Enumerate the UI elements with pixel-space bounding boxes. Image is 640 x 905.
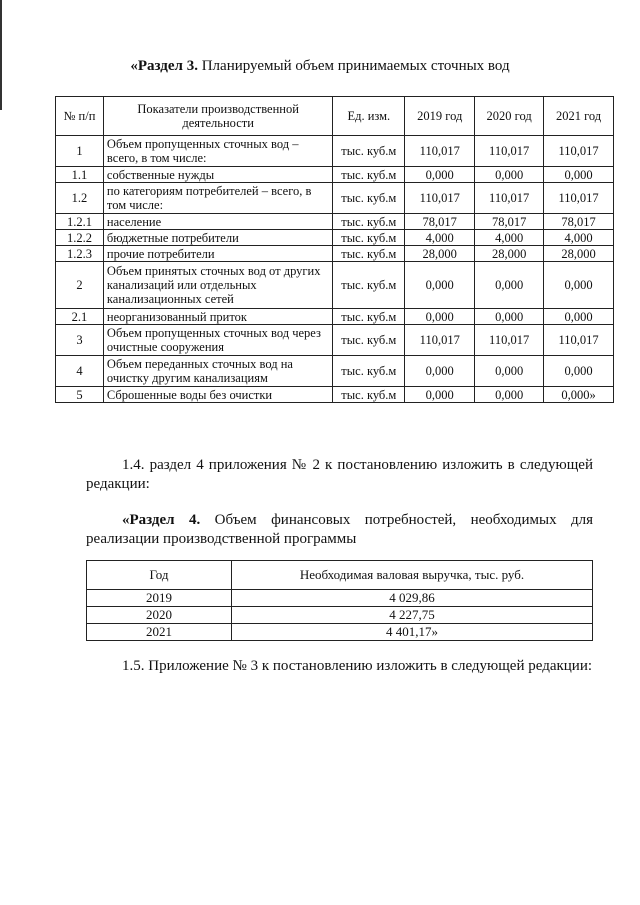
row-unit: тыс. куб.м [333,214,405,230]
row-value-2021: 0,000 [544,309,614,325]
row-unit: тыс. куб.м [333,230,405,246]
row-value-2019: 110,017 [405,325,475,356]
row-num: 1.2.3 [56,246,104,262]
section4-title-bold: «Раздел 4. [122,512,201,528]
table-row [56,136,614,167]
table-row [87,590,593,607]
table-row [87,624,593,641]
row-num: 1 [56,136,104,167]
table-header-row [56,97,614,136]
row-num: 1.1 [56,167,104,183]
row-indicator: собственные нужды [103,167,332,183]
row-value-2020: 110,017 [475,183,544,214]
row-value-2019: 0,000 [405,309,475,325]
row-value-2019: 110,017 [405,183,475,214]
row-year: 2021 [87,624,232,641]
row-value-2019: 78,017 [405,214,475,230]
table-row [56,262,614,309]
row-num: 2 [56,262,104,309]
header-year: Год [87,561,232,590]
section3-table [55,96,614,403]
row-value-2021: 28,000 [544,246,614,262]
table-row [56,387,614,403]
row-indicator: Объем переданных сточных вод на очистку другим канализациям [103,356,332,387]
row-unit: тыс. куб.м [333,246,405,262]
header-2019: 2019 год [405,97,475,136]
row-value-2019: 0,000 [405,387,475,403]
row-unit: тыс. куб.м [333,183,405,214]
row-indicator: по категориям потребителей – всего, в том числе: [103,183,332,214]
row-revenue: 4 029,86 [232,590,593,607]
table-header-row [87,561,593,590]
header-indicator: Показатели производственной деятельности [103,97,332,136]
page-edge-line [0,0,2,110]
row-num: 1.2.1 [56,214,104,230]
section3-title-bold: «Раздел 3. [130,58,198,74]
header-2021: 2021 год [544,97,614,136]
row-value-2020: 110,017 [475,325,544,356]
row-value-2019: 0,000 [405,167,475,183]
row-value-2020: 0,000 [475,262,544,309]
row-value-2021: 0,000 [544,356,614,387]
row-unit: тыс. куб.м [333,309,405,325]
section3-title [0,58,640,75]
row-value-2019: 0,000 [405,356,475,387]
table-row [56,356,614,387]
row-value-2020: 110,017 [475,136,544,167]
row-revenue: 4 401,17» [232,624,593,641]
paragraph-1-5: 1.5. Приложение № 3 к постановлению изложить в следующей редакции: [122,658,593,674]
row-value-2021: 0,000 [544,167,614,183]
row-num: 3 [56,325,104,356]
row-indicator: неорганизованный приток [103,309,332,325]
table-row [56,246,614,262]
row-indicator: Сброшенные воды без очистки [103,387,332,403]
table-row [87,607,593,624]
header-num: № п/п [56,97,104,136]
row-unit: тыс. куб.м [333,325,405,356]
row-indicator: население [103,214,332,230]
row-num: 1.2 [56,183,104,214]
row-value-2021: 0,000 [544,262,614,309]
row-value-2021: 78,017 [544,214,614,230]
row-unit: тыс. куб.м [333,262,405,309]
section4-title [86,511,593,549]
row-unit: тыс. куб.м [333,167,405,183]
row-value-2021: 110,017 [544,325,614,356]
row-num: 4 [56,356,104,387]
row-indicator: Объем принятых сточных вод от других канализаций или отдельных канализационных сетей [103,262,332,309]
row-indicator: Объем пропущенных сточных вод – всего, в том числе: [103,136,332,167]
row-indicator: бюджетные потребители [103,230,332,246]
row-value-2020: 0,000 [475,309,544,325]
header-revenue: Необходимая валовая выручка, тыс. руб. [232,561,593,590]
table-row [56,183,614,214]
row-value-2021: 4,000 [544,230,614,246]
row-num: 5 [56,387,104,403]
row-value-2020: 0,000 [475,356,544,387]
section4-table [86,560,593,641]
row-revenue: 4 227,75 [232,607,593,624]
table-row [56,309,614,325]
row-value-2019: 110,017 [405,136,475,167]
row-value-2020: 4,000 [475,230,544,246]
row-year: 2019 [87,590,232,607]
row-value-2020: 0,000 [475,167,544,183]
table-row [56,214,614,230]
row-value-2019: 4,000 [405,230,475,246]
header-2020: 2020 год [475,97,544,136]
row-num: 1.2.2 [56,230,104,246]
table-row [56,325,614,356]
row-unit: тыс. куб.м [333,136,405,167]
paragraph-1-4: 1.4. раздел 4 приложения № 2 к постановлению изложить в следующей редакции: [86,457,593,492]
row-value-2021: 110,017 [544,136,614,167]
row-value-2020: 0,000 [475,387,544,403]
row-indicator: прочие потребители [103,246,332,262]
row-unit: тыс. куб.м [333,387,405,403]
table-row [56,230,614,246]
row-value-2020: 28,000 [475,246,544,262]
row-year: 2020 [87,607,232,624]
section3-title-text: Планируемый объем принимаемых сточных вод [201,58,510,74]
row-value-2021: 110,017 [544,183,614,214]
row-indicator: Объем пропущенных сточных вод через очистные сооружения [103,325,332,356]
row-num: 2.1 [56,309,104,325]
row-value-2021: 0,000» [544,387,614,403]
table-row [56,167,614,183]
row-unit: тыс. куб.м [333,356,405,387]
row-value-2019: 0,000 [405,262,475,309]
row-value-2020: 78,017 [475,214,544,230]
row-value-2019: 28,000 [405,246,475,262]
section4-title-text: Объем финансовых потребностей, необходимых для реализации производственной программы [86,512,593,547]
header-unit: Ед. изм. [333,97,405,136]
